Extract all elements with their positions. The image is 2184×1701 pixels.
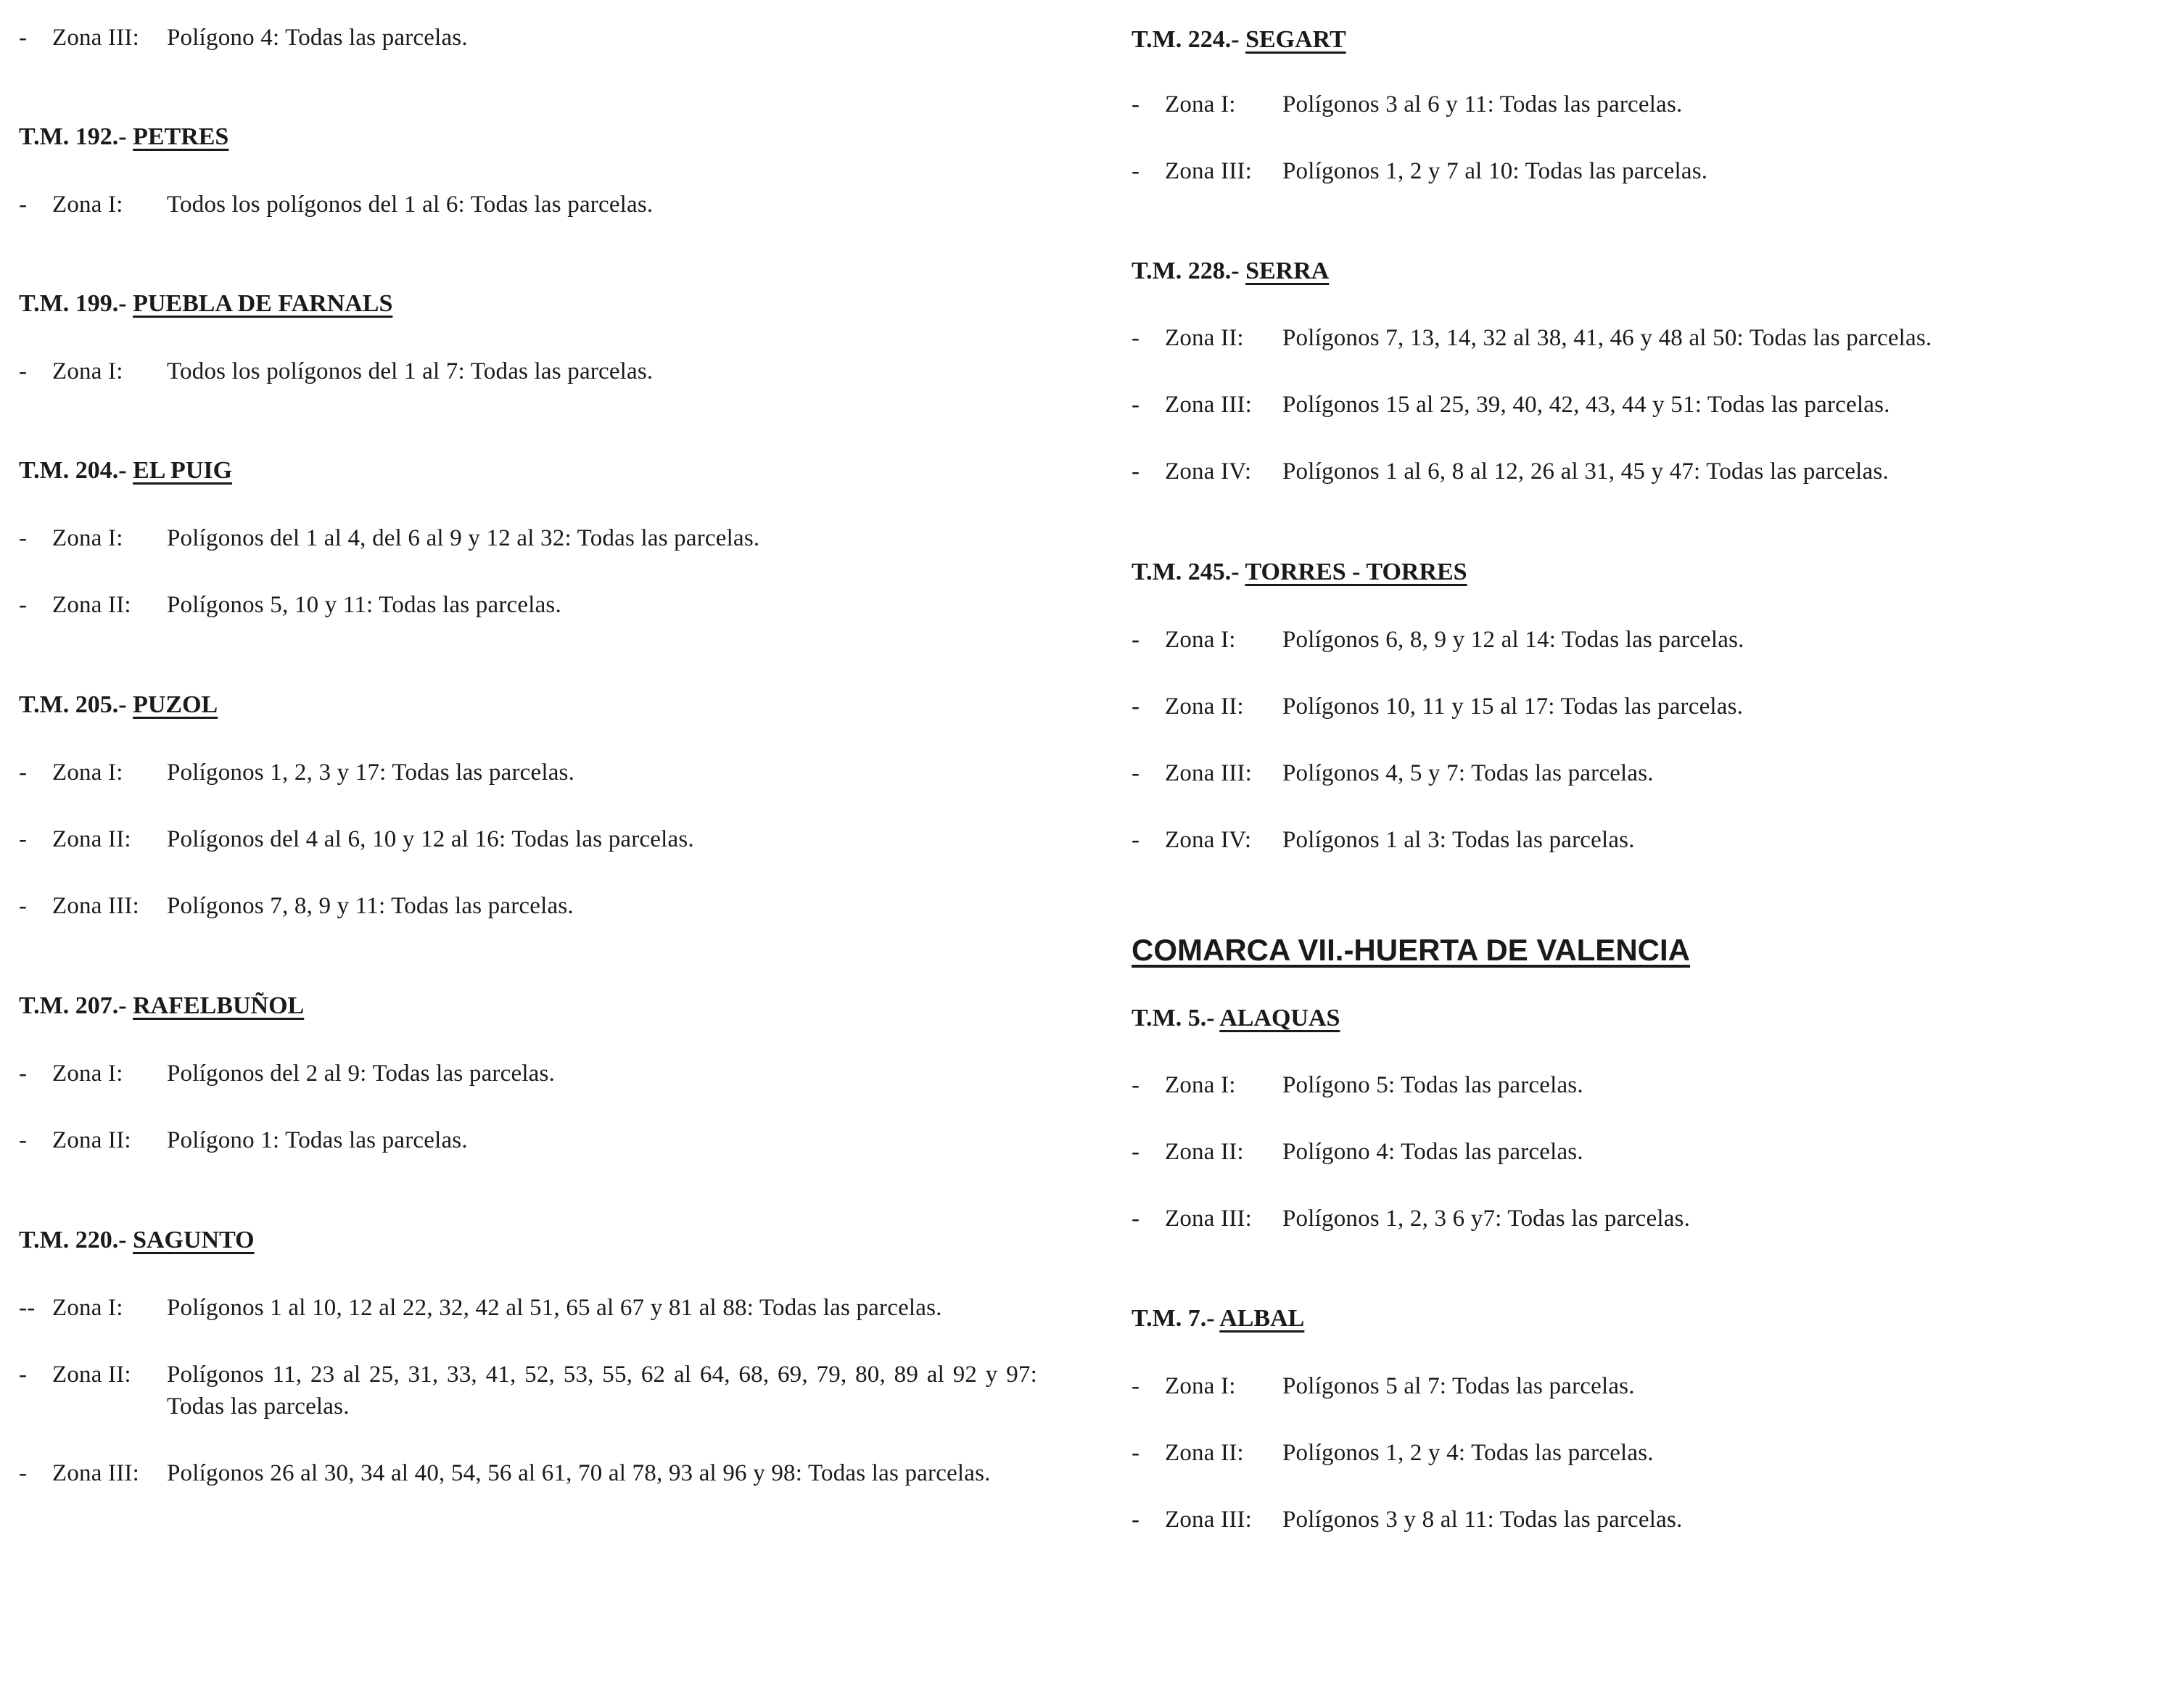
bullet-dash: - xyxy=(1132,693,1140,720)
bullet-dash: - xyxy=(1132,1440,1140,1466)
zona-text: Polígono 4: Todas las parcelas. xyxy=(1282,1139,1583,1165)
zona-text: Polígonos 5, 10 y 11: Todas las parcelas. xyxy=(167,592,561,618)
bullet-dash: - xyxy=(1132,91,1140,118)
zona-label: Zona I: xyxy=(1165,627,1236,653)
zona-label: Zona III: xyxy=(52,1460,139,1486)
zona-label: Zona I: xyxy=(52,525,123,551)
zona-label: Zona I: xyxy=(52,358,123,384)
zona-label: Zona II: xyxy=(52,592,131,618)
zona-label: Zona II: xyxy=(52,1362,131,1388)
bullet-dash: - xyxy=(1132,760,1140,786)
municipality-name: ALBAL xyxy=(1219,1305,1305,1332)
zona-label: Zona III: xyxy=(1165,392,1252,418)
zona-text: Polígonos 1, 2 y 7 al 10: Todas las parcelas. xyxy=(1282,158,1708,184)
municipality-name: PUEBLA DE FARNALS xyxy=(133,290,393,317)
bullet-dash: - xyxy=(19,592,28,618)
zona-text: Polígonos 5 al 7: Todas las parcelas. xyxy=(1282,1373,1635,1399)
zona-text: Polígonos 4, 5 y 7: Todas las parcelas. xyxy=(1282,760,1654,786)
tm-code: T.M. 5.- xyxy=(1132,1005,1215,1031)
municipality-name: PUZOL xyxy=(133,691,218,718)
municipality-name: TORRES - TORRES xyxy=(1245,559,1467,585)
zona-text: Polígonos del 1 al 4, del 6 al 9 y 12 al 32: Todas las parcelas. xyxy=(167,525,760,551)
zona-text: Polígonos 3 al 6 y 11: Todas las parcelas. xyxy=(1282,91,1683,118)
zona-label: Zona I: xyxy=(1165,1373,1236,1399)
tm-code: T.M. 199.- xyxy=(19,290,127,317)
zona-text: Polígonos 1 al 6, 8 al 12, 26 al 31, 45 y 47: Todas las parcelas. xyxy=(1282,458,1889,485)
zona-text: Polígonos 11, 23 al 25, 31, 33, 41, 52, 53, 55, 62 al 64, 68, 69, 79, 80, 89 al 92 y 97: Todas las parcelas. xyxy=(167,1362,1037,1420)
zona-label: Zona IV: xyxy=(1165,827,1252,853)
zona-label: Zona I: xyxy=(1165,91,1236,118)
bullet-dash: - xyxy=(19,759,28,786)
zona-text: Polígono 4: Todas las parcelas. xyxy=(167,25,468,51)
zona-label: Zona III: xyxy=(1165,1206,1252,1232)
bullet-dash: - xyxy=(19,826,28,852)
zona-text: Polígonos 1, 2 y 4: Todas las parcelas. xyxy=(1282,1440,1654,1466)
tm-code: T.M. 204.- xyxy=(19,457,127,484)
zona-label: Zona I: xyxy=(52,1060,123,1087)
municipality-name: SEGART xyxy=(1245,26,1346,53)
bullet-dash: - xyxy=(1132,1139,1140,1165)
bullet-dash: - xyxy=(1132,1072,1140,1098)
zona-text: Todos los polígonos del 1 al 6: Todas las parcelas. xyxy=(167,191,654,218)
municipality-name: ALAQUAS xyxy=(1219,1005,1340,1031)
tm-code: T.M. 228.- xyxy=(1132,258,1240,284)
zona-label: Zona II: xyxy=(1165,1139,1244,1165)
bullet-dash: - xyxy=(19,25,28,51)
zona-label: Zona I: xyxy=(52,1295,123,1321)
bullet-dash: - xyxy=(1132,158,1140,184)
zona-text: Todos los polígonos del 1 al 7: Todas las parcelas. xyxy=(167,358,654,384)
tm-code: T.M. 245.- xyxy=(1132,559,1240,585)
zona-text: Polígonos 7, 13, 14, 32 al 38, 41, 46 y 48 al 50: Todas las parcelas. xyxy=(1282,325,1932,351)
zona-text: Polígonos 7, 8, 9 y 11: Todas las parcelas. xyxy=(167,893,574,919)
municipality-name: PETRES xyxy=(133,123,229,150)
bullet-dash: - xyxy=(1132,325,1140,351)
zona-text: Polígonos del 2 al 9: Todas las parcelas. xyxy=(167,1060,556,1087)
tm-code: T.M. 207.- xyxy=(19,992,127,1019)
zona-label: Zona I: xyxy=(52,191,123,218)
zona-text: Polígonos 1, 2, 3 y 17: Todas las parcelas. xyxy=(167,759,575,786)
bullet-dash: - xyxy=(19,1362,28,1388)
municipality-name: EL PUIG xyxy=(133,457,233,484)
bullet-dash: - xyxy=(19,893,28,919)
zona-label: Zona II: xyxy=(1165,325,1244,351)
zona-text: Polígono 5: Todas las parcelas. xyxy=(1282,1072,1583,1098)
zona-label: Zona II: xyxy=(1165,1440,1244,1466)
zona-text: Polígonos 10, 11 y 15 al 17: Todas las parcelas. xyxy=(1282,693,1744,720)
tm-code: T.M. 205.- xyxy=(19,691,127,718)
zona-label: Zona II: xyxy=(1165,693,1244,720)
bullet-dash: - xyxy=(1132,1373,1140,1399)
zona-label: Zona II: xyxy=(52,826,131,852)
zona-text: Polígonos 1 al 3: Todas las parcelas. xyxy=(1282,827,1635,853)
bullet-dash: - xyxy=(19,1127,28,1153)
bullet-dash: - xyxy=(1132,627,1140,653)
zona-text: Polígonos 26 al 30, 34 al 40, 54, 56 al 61, 70 al 78, 93 al 96 y 98: Todas las parcelas. xyxy=(167,1460,991,1486)
zona-text: Polígonos 1, 2, 3 6 y7: Todas las parcelas. xyxy=(1282,1206,1691,1232)
bullet-dash: - xyxy=(1132,392,1140,418)
tm-code: T.M. 192.- xyxy=(19,123,127,150)
municipality-name: RAFELBUÑOL xyxy=(133,992,305,1019)
municipality-name: SAGUNTO xyxy=(133,1227,255,1253)
bullet-dash: - xyxy=(19,1460,28,1486)
tm-code: T.M. 224.- xyxy=(1132,26,1240,53)
bullet-dash: - xyxy=(19,1060,28,1087)
zona-label: Zona III: xyxy=(52,25,139,51)
bullet-dash: -- xyxy=(19,1295,36,1321)
bullet-dash: - xyxy=(1132,827,1140,853)
bullet-dash: - xyxy=(19,358,28,384)
zona-text: Polígonos del 4 al 6, 10 y 12 al 16: Todas las parcelas. xyxy=(167,826,694,852)
zona-label: Zona I: xyxy=(1165,1072,1236,1098)
bullet-dash: - xyxy=(19,191,28,218)
zona-label: Zona II: xyxy=(52,1127,131,1153)
bullet-dash: - xyxy=(1132,1206,1140,1232)
zona-text: Polígonos 15 al 25, 39, 40, 42, 43, 44 y 51: Todas las parcelas. xyxy=(1282,392,1890,418)
zona-label: Zona III: xyxy=(52,893,139,919)
zona-text: Polígono 1: Todas las parcelas. xyxy=(167,1127,468,1153)
zona-text: Polígonos 6, 8, 9 y 12 al 14: Todas las parcelas. xyxy=(1282,627,1744,653)
zona-text: Polígonos 1 al 10, 12 al 22, 32, 42 al 51, 65 al 67 y 81 al 88: Todas las parcelas. xyxy=(167,1295,942,1321)
bullet-dash: - xyxy=(1132,458,1140,485)
zona-text: Polígonos 3 y 8 al 11: Todas las parcelas. xyxy=(1282,1507,1683,1533)
tm-code: T.M. 7.- xyxy=(1132,1305,1215,1332)
tm-code: T.M. 220.- xyxy=(19,1227,127,1253)
comarca-heading: COMARCA VII.-HUERTA DE VALENCIA xyxy=(1132,933,1690,967)
zona-label: Zona III: xyxy=(1165,1507,1252,1533)
zona-label: Zona III: xyxy=(1165,158,1252,184)
zona-label: Zona IV: xyxy=(1165,458,1252,485)
municipality-name: SERRA xyxy=(1245,258,1330,284)
bullet-dash: - xyxy=(1132,1507,1140,1533)
bullet-dash: - xyxy=(19,525,28,551)
zona-label: Zona III: xyxy=(1165,760,1252,786)
zona-label: Zona I: xyxy=(52,759,123,786)
